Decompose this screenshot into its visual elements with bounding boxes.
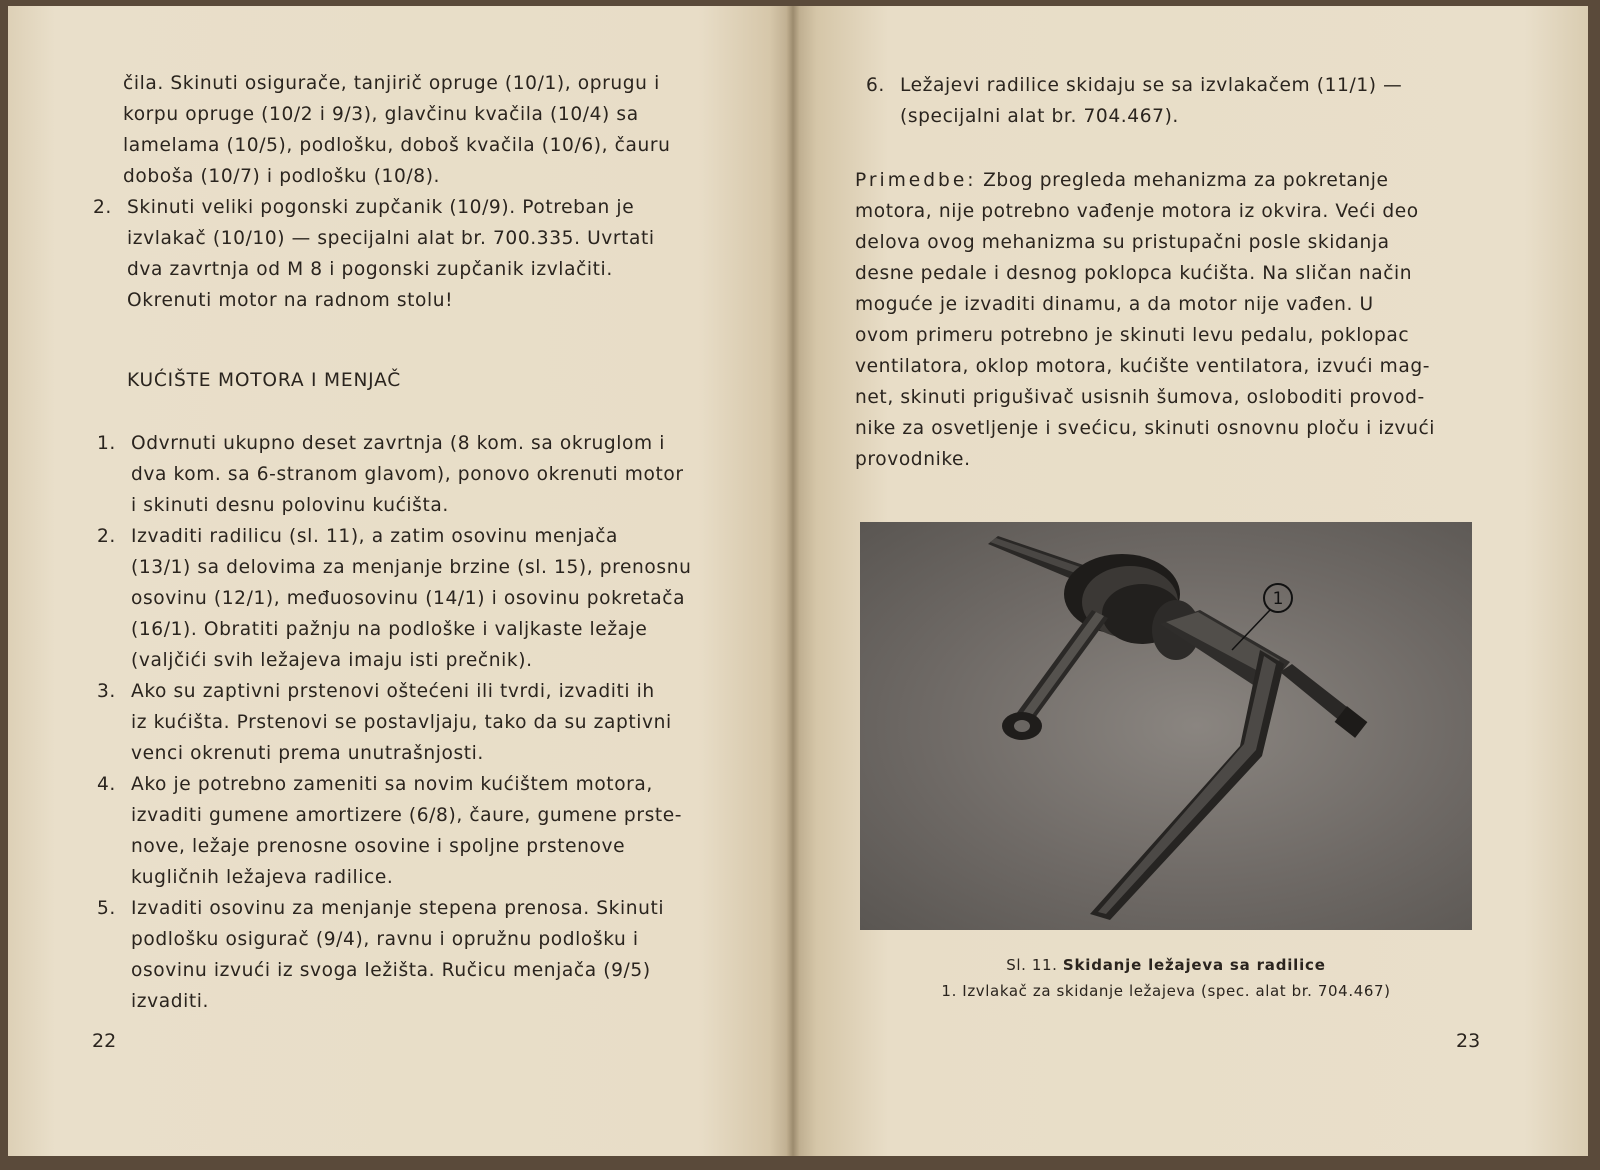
text-line: Izvaditi osovinu za menjanje stepena prenosa. Skinuti <box>131 898 665 919</box>
list-item <box>97 521 712 676</box>
text-line: doboša (10/7) i podlošku (10/8). <box>123 166 441 187</box>
caption-title: Skidanje ležajeva sa radilice <box>1062 956 1326 974</box>
text-line: nove, ležaje prenosne osovine i spoljne prstenove <box>131 836 626 857</box>
text-line: izvlakač (10/10) — specijalni alat br. 700.335. Uvrtati <box>127 228 655 249</box>
text-line: Ako je potrebno zameniti sa novim kućištem motora, <box>131 774 653 795</box>
right-item-6 <box>866 70 1480 132</box>
text-line: net, skinuti prigušivač usisnih šumova, osloboditi provod- <box>855 387 1425 408</box>
item-number: 2. <box>97 526 116 547</box>
list-item <box>97 769 712 893</box>
item-number: 1. <box>97 433 116 454</box>
item-number: 3. <box>97 681 116 702</box>
item-number: 6. <box>866 75 885 96</box>
note-label: Primedbe: <box>855 170 977 191</box>
text-line: Okrenuti motor na radnom stolu! <box>127 290 454 311</box>
text-line: osovinu izvući iz svoga ležišta. Ručicu menjača (9/5) <box>131 960 651 981</box>
text-line: osovinu (12/1), međuosovinu (14/1) i osovinu pokretača <box>131 588 686 609</box>
list-item <box>97 428 712 521</box>
figure-caption <box>860 956 1472 974</box>
list-item <box>97 893 712 1017</box>
text-line: podlošku osigurač (9/4), ravnu i opružnu podlošku i <box>131 929 639 950</box>
figure-callout-number: 1 <box>1272 589 1284 609</box>
text-line: kugličnih ležajeva radilice. <box>131 867 394 888</box>
text-line: korpu opruge (10/2 i 9/3), glavčinu kvačila (10/4) sa <box>123 104 639 125</box>
text-line: (valjčići svih ležajeva imaju isti prečnik). <box>131 650 533 671</box>
text-line: ventilatora, oklop motora, kućište ventilatora, izvući mag- <box>855 356 1431 377</box>
note-block <box>855 165 1480 475</box>
text-line: Skinuti veliki pogonski zupčanik (10/9). Potreban je <box>127 197 635 218</box>
page-number-right: 23 <box>1456 1030 1481 1052</box>
left-item-2 <box>93 192 711 316</box>
book-spine <box>786 6 800 1156</box>
text-line: Zbog pregleda mehanizma za pokretanje <box>983 170 1389 191</box>
text-line: lamelama (10/5), podlošku, doboš kvačila (10/6), čauru <box>123 135 671 156</box>
crankshaft-illustration <box>860 522 1472 930</box>
text-line: (13/1) sa delovima za menjanje brzine (sl. 15), prenosnu <box>131 557 692 578</box>
text-line: delova ovog mehanizma su pristupačni posle skidanja <box>855 232 1390 253</box>
text-line: (16/1). Obratiti pažnju na podloške i valjkaste ležaje <box>131 619 648 640</box>
text-line: čila. Skinuti osigurače, tanjirič opruge (10/1), oprugu i <box>123 73 660 94</box>
item-number: 2. <box>93 197 112 218</box>
section-heading: KUĆIŠTE MOTORA I MENJAČ <box>127 370 402 391</box>
text-line: provodnike. <box>855 449 971 470</box>
text-line: Ako su zaptivni prstenovi oštećeni ili tvrdi, izvaditi ih <box>131 681 655 702</box>
text-line: motora, nije potrebno vađenje motora iz okvira. Veći deo <box>855 201 1419 222</box>
left-intro <box>123 68 711 192</box>
text-line: Odvrnuti ukupno deset zavrtnja (8 kom. sa okruglom i <box>131 433 665 454</box>
text-line: desne pedale i desnog poklopca kućišta. Na sličan način <box>855 263 1413 284</box>
item-number: 5. <box>97 898 116 919</box>
text-line: nike za osvetljenje i svećicu, skinuti osnovnu ploču i izvući <box>855 418 1436 439</box>
page-number-left: 22 <box>92 1030 117 1052</box>
text-line: (specijalni alat br. 704.467). <box>900 106 1179 127</box>
text-line: izvaditi gumene amortizere (6/8), čaure, gumene prste- <box>131 805 683 826</box>
text-line: i skinuti desnu polovinu kućišta. <box>131 495 449 516</box>
text-line: dva kom. sa 6-stranom glavom), ponovo okrenuti motor <box>131 464 684 485</box>
caption-label: Sl. 11. <box>1006 956 1058 974</box>
figure-legend: 1. Izvlakač za skidanje ležajeva (spec. alat br. 704.467) <box>941 982 1391 1000</box>
list-item <box>97 676 712 769</box>
text-line: ovom primeru potrebno je skinuti levu pedalu, poklopac <box>855 325 1410 346</box>
text-line: moguće je izvaditi dinamu, a da motor nije vađen. U <box>855 294 1374 315</box>
text-line: dva zavrtnja od M 8 i pogonski zupčanik izvlačiti. <box>127 259 613 280</box>
text-line: Ležajevi radilice skidaju se sa izvlakačem (11/1) — <box>900 75 1403 96</box>
item-number: 4. <box>97 774 116 795</box>
text-line: iz kućišta. Prstenovi se postavljaju, tako da su zaptivni <box>131 712 672 733</box>
left-item-list <box>97 428 712 1017</box>
crankshaft-photo <box>860 522 1472 930</box>
text-line: Izvaditi radilicu (sl. 11), a zatim osovinu menjača <box>131 526 619 547</box>
text-line: venci okrenuti prema unutrašnjosti. <box>131 743 484 764</box>
text-line: izvaditi. <box>131 991 210 1012</box>
